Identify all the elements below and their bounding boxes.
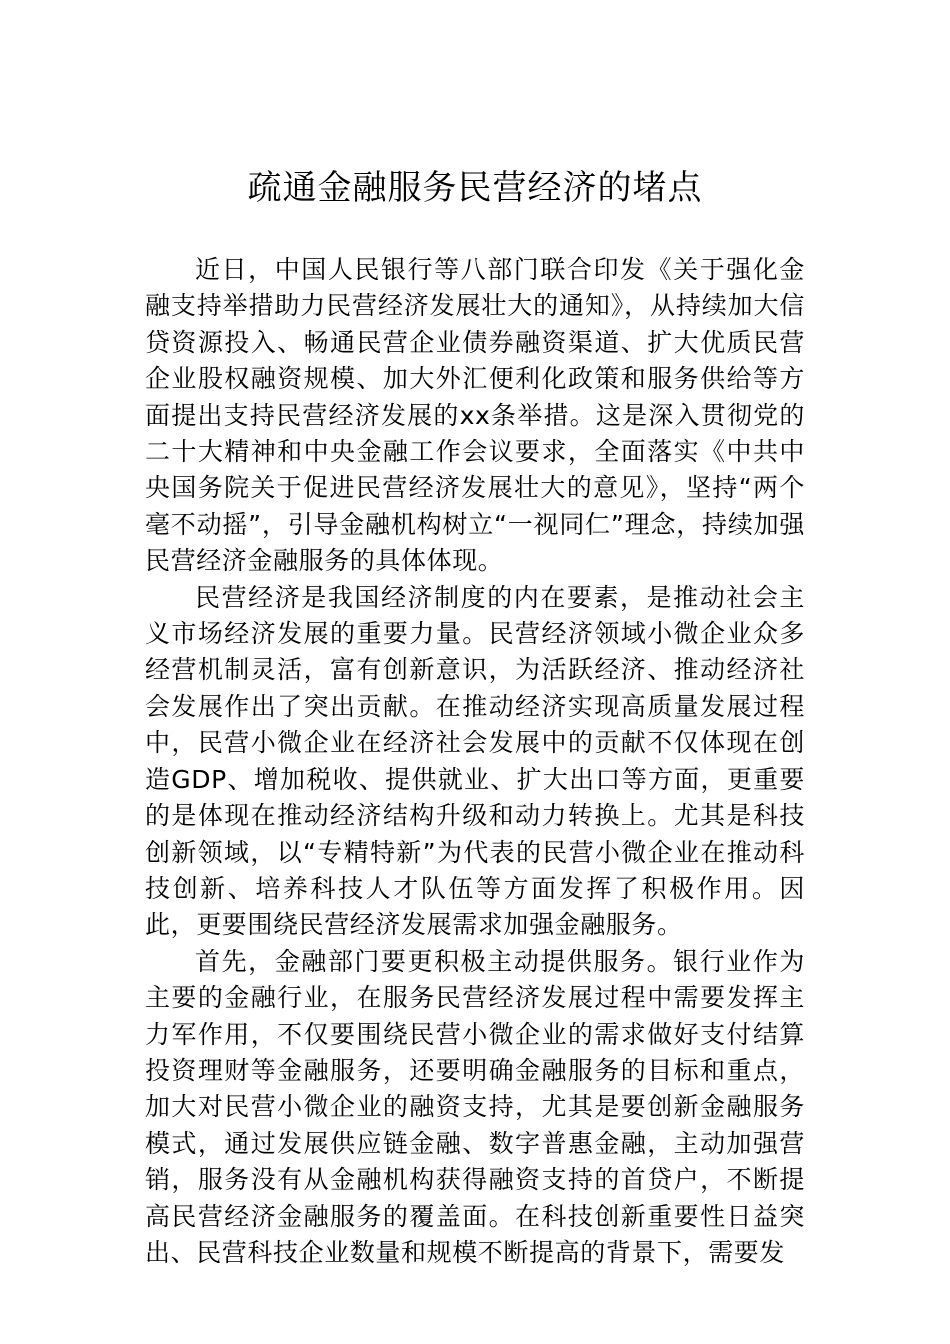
paragraph-2: 民营经济是我国经济制度的内在要素，是推动社会主义市场经济发展的重要力量。民营经济领域小微企业众多经营机制灵活，富有创新意识，为活跃经济、推动经济社会发展作出了突出贡献。在推动经济实现高质量发展过程中，民营小微企业在经济社会发展中的贡献不仅体现在创造GDP、增加税收、提供就业、扩大出口等方面，更重要的是体现在推动经济结构升级和动力转换上。尤其是科技创新领域，以“专精特新”为代表的民营小微企业在推动科技创新、培养科技人才队伍等方面发挥了积极作用。因此，更要围绕民营经济发展需求加强金融服务。 (145, 582, 805, 940)
document-title: 疏通金融服务民营经济的堵点 (247, 168, 703, 208)
document-body (145, 252, 805, 1271)
paragraph-3: 首先，金融部门要更积极主动提供服务。银行业作为主要的金融行业，在服务民营经济发展过程中需要发挥主力军作用，不仅要围绕民营小微企业的需求做好支付结算投资理财等金融服务，还要明确金融服务的目标和重点，加大对民营小微企业的融资支持，尤其是要创新金融服务模式，通过发展供应链金融、数字普惠金融，主动加强营销，服务没有从金融机构获得融资支持的首贷户，不断提高民营经济金融服务的覆盖面。在科技创新重要性日益突出、民营科技企业数量和规模不断提高的背景下，需要发 (145, 946, 805, 1267)
paragraph-1: 近日，中国人民银行等八部门联合印发《关于强化金融支持举措助力民营经济发展壮大的通知》，从持续加大信贷资源投入、畅通民营企业债券融资渠道、扩大优质民营企业股权融资规模、加大外汇便利化政策和服务供给等方面提出支持民营经济发展的xx条举措。这是深入贯彻党的二十大精神和中央金融工作会议要求，全面落实《中共中央国务院关于促进民营经济发展壮大的意见》，坚持“两个毫不动摇”，引导金融机构树立“一视同仁”理念，持续加强民营经济金融服务的具体体现。 (145, 255, 805, 576)
